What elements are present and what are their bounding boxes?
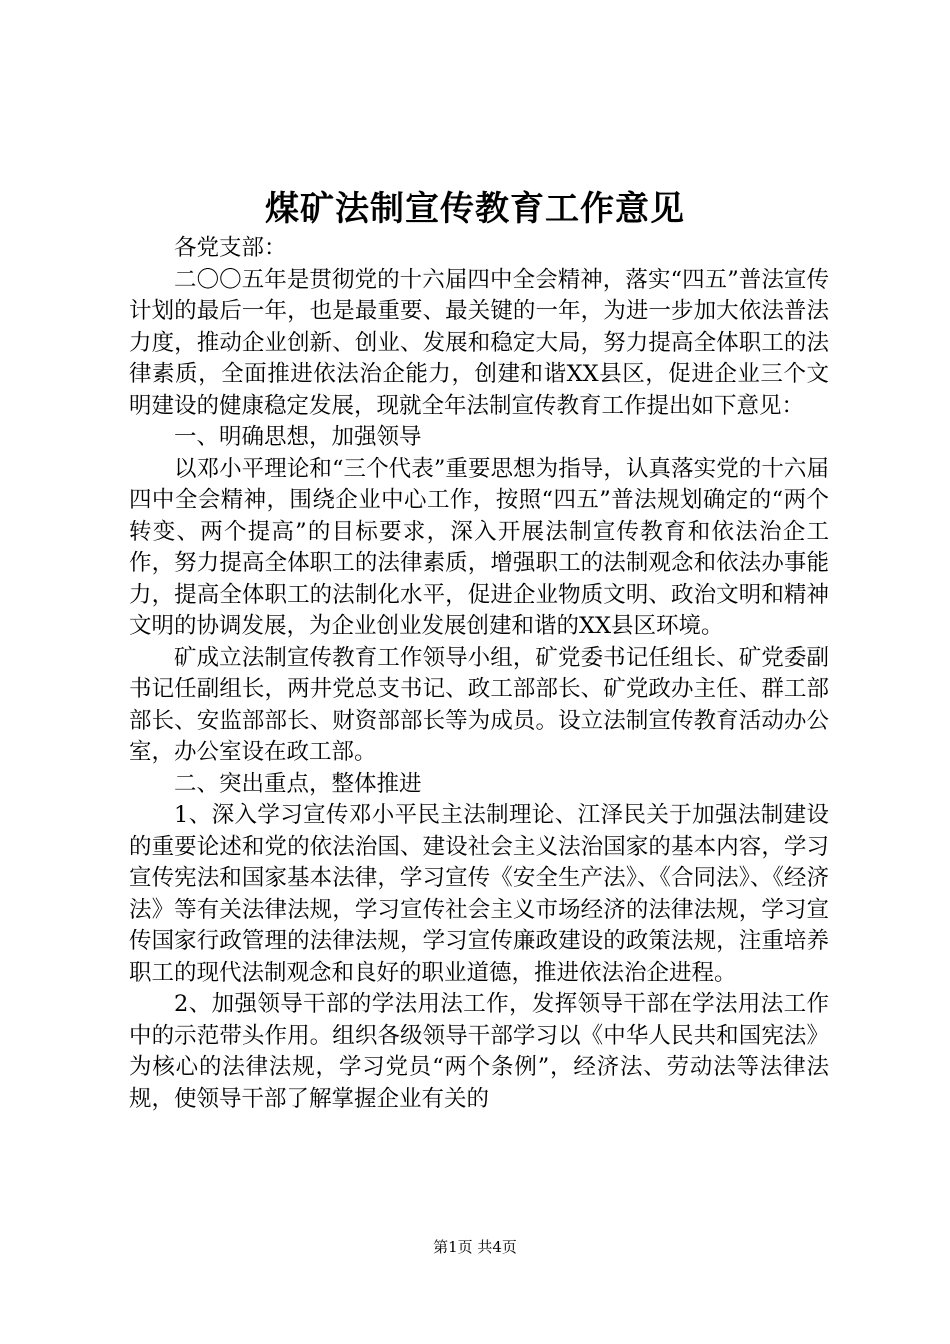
body-paragraph: 以邓小平理论和“三个代表”重要思想为指导，认真落实党的十六届四中全会精神，围绕企业中心工作，按照“四五”普法规划确定的“两个转变、两个提高”的目标要求，深入开展法制宣传教育和依法治企工作，努力提高全体职工的法律素质，增强职工的法制观念和依法办事能力，提高全体职工的法制化水平，促进企业物质文明、政治文明和精神文明的协调发展，为企业创业发展创建和谐的XX县区环境。 (129, 455, 829, 639)
section-heading-1: 一、明确思想，加强领导 (174, 424, 422, 450)
salutation: 各党支部： (174, 235, 287, 261)
document-title: 煤矿法制宣传教育工作意见 (265, 189, 685, 229)
body-paragraph: 矿成立法制宣传教育工作领导小组，矿党委书记任组长、矿党委副书记任副组长，两井党总支书记、政工部部长、矿党政办主任、群工部部长、安监部部长、财资部部长等为成员。设立法制宣传教育活动办公室，办公室设在政工部。 (129, 644, 829, 765)
intro-paragraph: 二〇〇五年是贯彻党的十六届四中全会精神，落实“四五”普法宣传计划的最后一年，也是最重要、最关键的一年，为进一步加大依法普法力度，推动企业创新、创业、发展和稳定大局，努力提高全体职工的法律素质，全面推进依法治企能力，创建和谐XX县区，促进企业三个文明建设的健康稳定发展，现就全年法制宣传教育工作提出如下意见： (129, 266, 829, 419)
document-body (129, 233, 829, 1115)
list-item: 2、加强领导干部的学法用法工作，发挥领导干部在学法用法工作中的示范带头作用。组织各级领导干部学习以《中华人民共和国宪法》为核心的法律法规，学习党员“两个条例”，经济法、劳动法等法律法规，使领导干部了解掌握企业有关的 (129, 991, 829, 1112)
section-heading-2: 二、突出重点，整体推进 (174, 770, 422, 797)
list-item: 1、深入学习宣传邓小平民主法制理论、江泽民关于加强法制建设的重要论述和党的依法治国、建设社会主义法治国家的基本内容，学习宣传宪法和国家基本法律，学习宣传《安全生产法》、《合同法》、《经济法》等有关法律法规，学习宣传社会主义市场经济的法律法规，学习宣传国家行政管理的法律法规，学习宣传廉政建设的政策法规，注重培养职工的现代法制观念和良好的职业道德，推进依法治企进程。 (129, 802, 829, 986)
page-number: 第1页 共4页 (433, 1238, 517, 1256)
